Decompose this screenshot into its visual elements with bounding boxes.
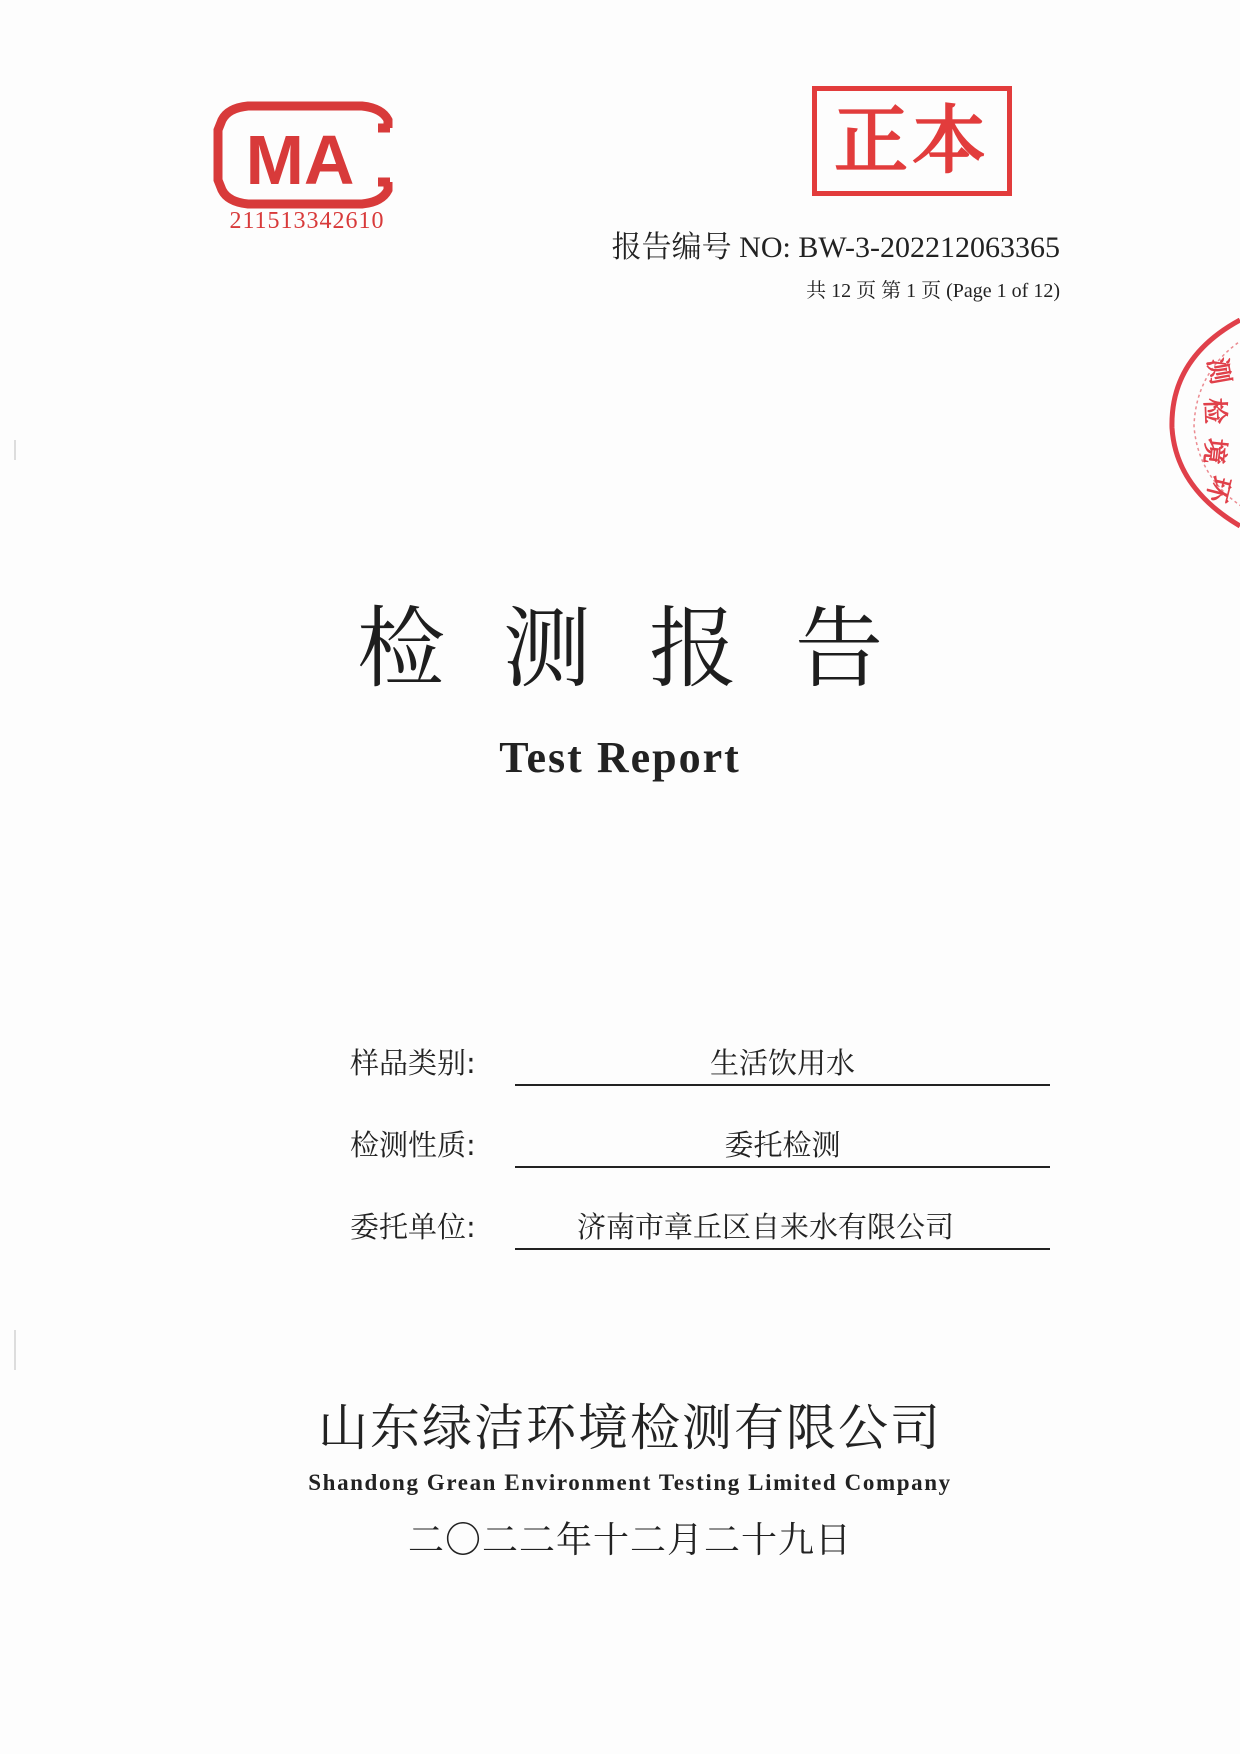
field-label: 检测性质: — [350, 1128, 476, 1162]
company-name-en: Shandong Grean Environment Testing Limited Company — [308, 1470, 952, 1495]
company-name-cn: 山东绿洁环境检测有限公司 — [318, 1399, 942, 1457]
field-value: 生活饮用水 — [709, 1046, 855, 1080]
svg-text:检: 检 — [1198, 397, 1230, 425]
company-seal-partial — [1160, 318, 1240, 528]
field-label: 样品类别: — [350, 1046, 476, 1080]
report-date: 二〇二二年十二月二十九日 — [407, 1520, 852, 1561]
svg-text:环: 环 — [1200, 472, 1236, 506]
report-number: 报告编号 NO: BW-3-202212063365 — [611, 231, 1060, 264]
field-underline — [515, 1120, 1050, 1168]
scan-edge-mark — [14, 1330, 16, 1370]
field-value: 委托检测 — [724, 1128, 841, 1162]
field-value: 济南市章丘区自来水有限公司 — [577, 1210, 955, 1244]
report-title-cn: 检测报告 — [356, 597, 941, 700]
original-copy-stamp — [812, 86, 1012, 196]
field-label: 委托单位: — [350, 1210, 476, 1244]
field-underline — [515, 1038, 1050, 1086]
cma-certification-stamp — [212, 100, 398, 210]
svg-text:MA: MA — [245, 121, 355, 199]
scan-edge-mark — [14, 440, 16, 460]
page-info: 共 12 页 第 1 页 (Page 1 of 12) — [806, 280, 1060, 302]
original-copy-stamp-text: 正本 — [834, 98, 990, 184]
report-title-en: Test Report — [499, 733, 741, 782]
cma-certificate-number: 211513342610 — [229, 208, 385, 234]
svg-text:测: 测 — [1201, 355, 1236, 387]
field-client — [350, 1204, 1050, 1250]
company-seal-icon — [1160, 318, 1240, 528]
svg-text:境: 境 — [1197, 436, 1231, 466]
cma-logo-icon — [212, 100, 398, 210]
field-underline — [515, 1202, 1050, 1250]
field-sample-category — [350, 1040, 1050, 1086]
field-test-nature — [350, 1122, 1050, 1168]
